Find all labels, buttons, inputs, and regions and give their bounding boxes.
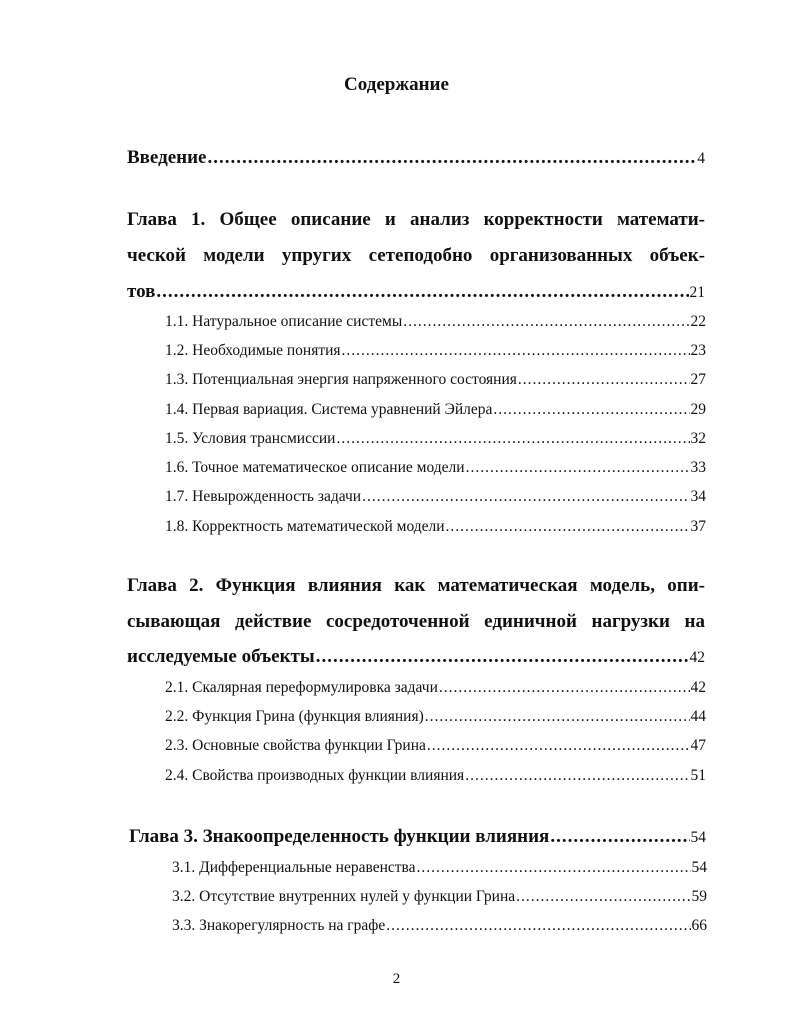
- section-label: 1.4. Первая вариация. Система уравнений Эйлера: [165, 401, 493, 418]
- toc-entry-chapter-1[interactable]: [127, 281, 705, 303]
- toc-entry-section[interactable]: [172, 917, 707, 935]
- toc-entry-section[interactable]: [165, 708, 706, 726]
- section-label: 1.7. Невырожденность задачи: [165, 488, 362, 505]
- chapter-1-title-line-1[interactable]: Глава 1. Общее описание и анализ корректности математи-: [127, 209, 705, 230]
- leader-dots: [403, 313, 689, 331]
- leader-dots: [518, 371, 690, 389]
- section-label: 1.1. Натуральное описание системы: [165, 313, 403, 330]
- section-page: 59: [691, 888, 707, 905]
- leader-dots: [208, 147, 697, 169]
- leader-dots: [386, 917, 690, 935]
- leader-dots: [446, 518, 690, 536]
- page-number: 2: [392, 971, 401, 987]
- section-page: 37: [690, 518, 706, 535]
- section-label: 2.4. Свойства производных функции влияния: [165, 767, 465, 784]
- leader-dots: [427, 737, 690, 755]
- section-label: 3.3. Знакорегулярность на графе: [172, 917, 386, 934]
- section-page: 33: [690, 459, 706, 476]
- toc-entry-section[interactable]: [165, 737, 706, 755]
- leader-dots: [466, 459, 690, 477]
- leader-dots: [362, 488, 689, 506]
- section-label: 1.5. Условия трансмиссии: [165, 430, 336, 447]
- toc-entry-section[interactable]: [165, 401, 706, 419]
- section-page: 47: [690, 737, 706, 754]
- toc-entry-chapter-3[interactable]: [129, 826, 706, 848]
- page-title: Содержание: [344, 74, 449, 95]
- section-page: 54: [691, 859, 707, 876]
- leader-dots: [465, 767, 689, 785]
- section-label: 1.2. Необходимые понятия: [165, 342, 341, 359]
- section-label: 3.1. Дифференциальные неравенства: [172, 859, 416, 876]
- section-label: 2.3. Основные свойства функции Грина: [165, 737, 426, 754]
- chapter-1-title-line-2[interactable]: ческой модели упругих сетеподобно организованных объек-: [127, 245, 705, 266]
- leader-dots: [336, 430, 689, 448]
- chapter-2-title-line-2[interactable]: сывающая действие сосредоточенной единичной нагрузки на: [127, 611, 705, 632]
- leader-dots: [417, 859, 691, 877]
- section-page: 32: [690, 430, 706, 447]
- section-page: 44: [690, 708, 706, 725]
- section-page: 42: [690, 679, 706, 696]
- section-page: 23: [690, 342, 706, 359]
- toc-entry-section[interactable]: [165, 430, 706, 448]
- section-label: 1.6. Точное математическое описание модели: [165, 459, 465, 476]
- leader-dots: [425, 708, 690, 726]
- toc-entry-section[interactable]: [165, 313, 706, 331]
- section-label: 1.3. Потенциальная энергия напряженного состояния: [165, 371, 517, 388]
- toc-entry-page: 42: [689, 649, 705, 666]
- chapter-2-title-line-1[interactable]: Глава 2. Функция влияния как математическая модель, опи-: [127, 575, 705, 596]
- section-page: 27: [690, 371, 706, 388]
- toc-entry-section[interactable]: [165, 767, 706, 785]
- toc-entry-section[interactable]: [165, 679, 706, 697]
- leader-dots: [316, 646, 689, 668]
- toc-entry-section[interactable]: [172, 859, 707, 877]
- toc-entry-intro[interactable]: [127, 147, 705, 169]
- toc-entry-section[interactable]: [165, 371, 706, 389]
- toc-entry-section[interactable]: [165, 518, 706, 536]
- toc-entry-section[interactable]: [165, 342, 706, 360]
- section-label: 1.8. Корректность математической модели: [165, 518, 445, 535]
- toc-entry-label: исследуемые объекты: [127, 646, 315, 667]
- leader-dots: [342, 342, 690, 360]
- leader-dots: [156, 281, 688, 303]
- toc-entry-page: 21: [689, 284, 705, 301]
- toc-entry-label: тов: [127, 281, 156, 302]
- toc-entry-section[interactable]: [165, 488, 706, 506]
- leader-dots: [493, 401, 689, 419]
- toc-entry-page: 54: [690, 829, 706, 846]
- leader-dots: [439, 679, 690, 697]
- toc-entry-page: 4: [697, 150, 705, 167]
- section-label: 3.2. Отсутствие внутренних нулей у функции Грина: [172, 888, 516, 905]
- toc-entry-label: Введение: [127, 147, 207, 168]
- toc-entry-chapter-2[interactable]: [127, 646, 705, 668]
- section-page: 34: [690, 488, 706, 505]
- toc-entry-section[interactable]: [172, 888, 707, 906]
- toc-entry-section[interactable]: [165, 459, 706, 477]
- leader-dots: [516, 888, 690, 906]
- section-page: 22: [690, 313, 706, 330]
- section-page: 51: [690, 767, 706, 784]
- section-label: 2.2. Функция Грина (функция влияния): [165, 708, 424, 725]
- section-page: 66: [691, 917, 707, 934]
- toc-entry-label: Глава 3. Знакоопределенность функции влияния: [129, 826, 550, 847]
- section-label: 2.1. Скалярная переформулировка задачи: [165, 679, 438, 696]
- leader-dots: [550, 826, 689, 848]
- section-page: 29: [690, 401, 706, 418]
